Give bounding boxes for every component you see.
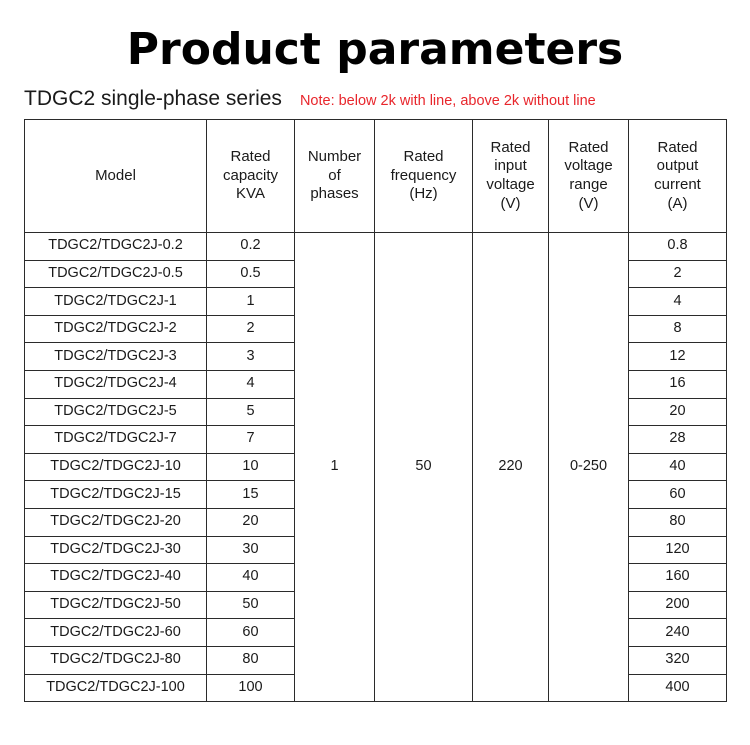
cell-rated-capacity: 2 [207, 315, 295, 343]
header-row [25, 120, 727, 233]
cell-rated-output-current: 16 [629, 370, 727, 398]
cell-rated-output-current: 12 [629, 343, 727, 371]
series-note: Note: below 2k with line, above 2k without line [299, 93, 596, 109]
cell-rated-input-voltage: 220 [473, 233, 549, 702]
header-range-line-3: range [569, 176, 608, 193]
cell-number-of-phases: 1 [295, 233, 375, 702]
header-phases-line-2: of [328, 166, 341, 184]
header-input-line-3: voltage [486, 176, 535, 193]
header-current-line-1: Rated [657, 138, 698, 156]
page-title: Product parameters [126, 24, 624, 75]
cell-rated-voltage-range: 0-250 [549, 233, 629, 702]
cell-rated-output-current: 200 [629, 591, 727, 619]
cell-model: TDGC2/TDGC2J-60 [25, 619, 207, 647]
cell-model: TDGC2/TDGC2J-3 [25, 343, 207, 371]
cell-model: TDGC2/TDGC2J-40 [25, 564, 207, 592]
cell-model: TDGC2/TDGC2J-7 [25, 426, 207, 454]
cell-rated-capacity: 3 [207, 343, 295, 371]
cell-rated-capacity: 20 [207, 508, 295, 536]
product-parameters-page [0, 24, 750, 745]
header-rated-input-voltage [473, 120, 549, 233]
cell-rated-output-current: 4 [629, 288, 727, 316]
cell-rated-capacity: 40 [207, 564, 295, 592]
parameters-table-wrap [0, 119, 750, 702]
table-row [25, 233, 727, 261]
header-rated-voltage-range [549, 120, 629, 233]
header-rated-capacity [207, 120, 295, 233]
cell-model: TDGC2/TDGC2J-4 [25, 370, 207, 398]
header-range-line-4: (V) [578, 194, 599, 212]
cell-rated-capacity: 0.5 [207, 260, 295, 288]
cell-rated-output-current: 8 [629, 315, 727, 343]
cell-rated-capacity: 80 [207, 646, 295, 674]
cell-rated-output-current: 320 [629, 646, 727, 674]
header-rated-output-current [629, 120, 727, 233]
cell-rated-output-current: 120 [629, 536, 727, 564]
cell-rated-capacity: 50 [207, 591, 295, 619]
cell-model: TDGC2/TDGC2J-50 [25, 591, 207, 619]
parameters-table [24, 119, 727, 702]
cell-model: TDGC2/TDGC2J-20 [25, 508, 207, 536]
cell-model: TDGC2/TDGC2J-0.2 [25, 233, 207, 261]
header-current-line-4: (A) [667, 194, 688, 212]
cell-model: TDGC2/TDGC2J-15 [25, 481, 207, 509]
table-body [25, 233, 727, 702]
cell-rated-capacity: 7 [207, 426, 295, 454]
cell-rated-capacity: 5 [207, 398, 295, 426]
cell-rated-capacity: 0.2 [207, 233, 295, 261]
header-phases-line-1: Number [307, 147, 362, 165]
header-model-line-1: Model [95, 166, 136, 184]
header-capacity-line-2: capacity [222, 166, 279, 184]
cell-rated-output-current: 400 [629, 674, 727, 702]
cell-rated-capacity: 30 [207, 536, 295, 564]
header-input-line-4: (V) [500, 194, 521, 212]
cell-rated-output-current: 28 [629, 426, 727, 454]
cell-rated-output-current: 0.8 [629, 233, 727, 261]
header-phases-line-3: phases [310, 185, 359, 203]
header-capacity-line-1: Rated [230, 147, 271, 165]
cell-rated-output-current: 40 [629, 453, 727, 481]
cell-rated-output-current: 60 [629, 481, 727, 509]
header-range-line-1: Rated [568, 138, 609, 156]
cell-rated-output-current: 2 [629, 260, 727, 288]
header-current-line-3: current [654, 176, 701, 193]
cell-rated-output-current: 20 [629, 398, 727, 426]
cell-model: TDGC2/TDGC2J-1 [25, 288, 207, 316]
header-input-line-2: input [494, 157, 527, 175]
header-model [25, 120, 207, 233]
cell-model: TDGC2/TDGC2J-100 [25, 674, 207, 702]
cell-model: TDGC2/TDGC2J-2 [25, 315, 207, 343]
cell-model: TDGC2/TDGC2J-30 [25, 536, 207, 564]
header-frequency-line-3: (Hz) [409, 185, 438, 203]
header-input-line-1: Rated [490, 138, 531, 156]
cell-rated-capacity: 4 [207, 370, 295, 398]
header-current-line-2: output [656, 157, 699, 175]
cell-rated-capacity: 60 [207, 619, 295, 647]
cell-rated-capacity: 1 [207, 288, 295, 316]
header-rated-frequency [375, 120, 473, 233]
cell-model: TDGC2/TDGC2J-5 [25, 398, 207, 426]
cell-rated-frequency: 50 [375, 233, 473, 702]
subtitle-row [0, 87, 750, 111]
header-number-of-phases [295, 120, 375, 233]
cell-model: TDGC2/TDGC2J-80 [25, 646, 207, 674]
cell-model: TDGC2/TDGC2J-0.5 [25, 260, 207, 288]
cell-rated-capacity: 15 [207, 481, 295, 509]
cell-model: TDGC2/TDGC2J-10 [25, 453, 207, 481]
header-frequency-line-1: Rated [403, 147, 444, 165]
cell-rated-output-current: 160 [629, 564, 727, 592]
cell-rated-output-current: 80 [629, 508, 727, 536]
header-capacity-line-3: KVA [236, 185, 265, 203]
cell-rated-capacity: 100 [207, 674, 295, 702]
cell-rated-output-current: 240 [629, 619, 727, 647]
table-head [25, 120, 727, 233]
header-frequency-line-2: frequency [390, 166, 457, 184]
cell-rated-capacity: 10 [207, 453, 295, 481]
series-subtitle: TDGC2 single-phase series [24, 87, 282, 110]
header-range-line-2: voltage [564, 157, 613, 175]
